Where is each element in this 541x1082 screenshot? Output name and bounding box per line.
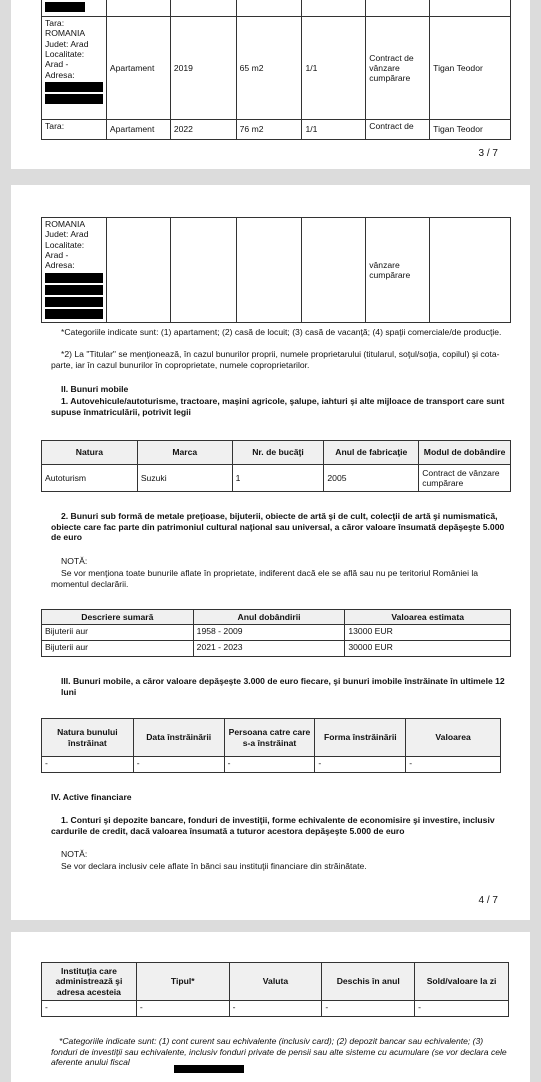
vehicles-table: [41, 440, 511, 492]
table-cell: Suzuki: [137, 465, 232, 492]
category-cell: Apartament: [106, 17, 170, 120]
area-cell: 76 m2: [236, 120, 302, 140]
table-cell: -: [322, 1001, 415, 1017]
location-cell: [42, 17, 107, 120]
table-cell: -: [224, 757, 315, 773]
nota-label: NOTĂ:: [61, 849, 88, 859]
page-4: [11, 185, 530, 920]
table-cell: Autoturism: [42, 465, 138, 492]
column-header: Anul de fabricaţie: [324, 441, 419, 465]
table-header-row: [42, 719, 501, 757]
column-header: Marca: [137, 441, 232, 465]
valuables-table: [41, 609, 511, 657]
location-cell: Tara:: [42, 120, 107, 140]
redaction: [45, 82, 103, 92]
page-3: [11, 0, 530, 169]
table-cell: Contract de vânzare cumpărare: [419, 465, 511, 492]
section-heading: 1. Conturi şi depozite bancare, fonduri de investiţii, forme echivalente de economisire şi investire, inclusiv cardurile de credit, dacă valoarea însumată a tuturor acestora depăşeşte 5.000 de euro: [51, 815, 495, 836]
share-cell: 1/1: [302, 120, 366, 140]
table-cell: Bijuterii aur: [42, 641, 194, 657]
column-header: Anul dobândirii: [193, 610, 345, 625]
column-header: Descriere sumară: [42, 610, 194, 625]
real-estate-table-continued: [41, 0, 511, 140]
table-row: [42, 17, 511, 120]
column-header: Sold/valoare la zi: [415, 963, 509, 1001]
table-cell: -: [315, 757, 406, 773]
column-header: Natura bunului înstrăinat: [42, 719, 134, 757]
table-row: [42, 1001, 509, 1017]
redaction: [174, 1065, 244, 1073]
column-header: Nr. de bucăţi: [232, 441, 324, 465]
location-line: Adresa:: [45, 69, 75, 80]
column-header: Data înstrăinării: [133, 719, 224, 757]
table-header-row: [42, 610, 511, 625]
column-header: Valoarea estimata: [345, 610, 511, 625]
alienated-assets-table: [41, 718, 501, 773]
table-cell: Bijuterii aur: [42, 625, 194, 641]
table-cell: 30000 EUR: [345, 641, 511, 657]
redaction: [45, 273, 103, 283]
category-cell: Apartament: [106, 120, 170, 140]
owner-cell: Tigan Teodor: [430, 17, 511, 120]
owner-cell: Tigan Teodor: [430, 120, 511, 140]
redaction: [45, 285, 103, 295]
area-cell: 65 m2: [236, 17, 302, 120]
table-row: [42, 0, 511, 17]
column-header: Modul de dobândire: [419, 441, 511, 465]
nota-text: Se vor declara inclusiv cele aflate în bănci sau instituţii financiare din străinătate.: [61, 861, 367, 871]
section-heading: 1. Autovehicule/autoturisme, tractoare, maşini agricole, şalupe, iahturi şi alte mijloace de transport care sunt supuse înmatriculării, potrivit legii: [51, 396, 505, 417]
bank-accounts-table: [41, 962, 509, 1017]
table-header-row: [42, 963, 509, 1001]
table-cell: 1958 - 2009: [193, 625, 345, 641]
column-header: Valuta: [229, 963, 322, 1001]
location-line: Arad -: [45, 249, 69, 260]
redaction: [45, 309, 103, 319]
column-header: Forma înstrăinării: [315, 719, 406, 757]
location-line: Judet: Arad: [45, 229, 89, 240]
nota-text: Se vor menţiona toate bunurile aflate în proprietate, indiferent dacă ele se află sau nu pe teritoriul României la momentul declarării.: [51, 568, 479, 589]
mode-cell: Contract de: [366, 120, 430, 140]
real-estate-table-continued: [41, 217, 511, 323]
page-number: 3 / 7: [478, 148, 498, 159]
column-header: Natura: [42, 441, 138, 465]
table-cell: 2021 - 2023: [193, 641, 345, 657]
location-line: Localitate:: [45, 48, 85, 59]
redaction: [45, 2, 85, 12]
table-cell: 2005: [324, 465, 419, 492]
table-row: [42, 120, 511, 140]
table-row: [42, 625, 511, 641]
redaction: [45, 297, 103, 307]
table-cell: -: [229, 1001, 322, 1017]
table-row: [42, 757, 501, 773]
location-line: Arad -: [45, 59, 69, 70]
table-row: [42, 218, 511, 323]
section-title: II. Bunuri mobile: [61, 384, 129, 394]
table-header-row: [42, 441, 511, 465]
mode-cell: Contract de vânzare cumpărare: [366, 17, 430, 120]
page-number: 4 / 7: [478, 895, 498, 906]
table-cell: -: [415, 1001, 509, 1017]
section-title: III. Bunuri mobile, a căror valoare depăşeşte 3.000 de euro fiecare, şi bunuri imobile înstrăinate în ultimele 12 luni: [61, 676, 505, 697]
column-header: Persoana catre care s-a înstrăinat: [224, 719, 315, 757]
column-header: Tipul*: [136, 963, 229, 1001]
table-cell: -: [136, 1001, 229, 1017]
location-line: Localitate:: [45, 239, 85, 250]
table-cell: -: [406, 757, 501, 773]
location-line: Tara:: [45, 18, 65, 28]
location-line: ROMANIA: [45, 28, 86, 39]
nota-label: NOTĂ:: [61, 556, 88, 566]
table-cell: -: [42, 1001, 137, 1017]
location-line: Adresa:: [45, 260, 75, 271]
table-cell: -: [42, 757, 134, 773]
location-cell: [42, 218, 107, 323]
share-cell: 1/1: [302, 17, 366, 120]
column-header: Deschis în anul: [322, 963, 415, 1001]
table-row: [42, 465, 511, 492]
section-heading: 2. Bunuri sub formă de metale preţioase, bijuterii, obiecte de artă şi de cult, colecţii de artă şi numismatică, obiecte care fac parte din patrimoniul cultural naţional sau universal, a căror valoare însumată depăşeşte 5.000 de euro: [51, 511, 505, 543]
mode-cell: vânzare cumpărare: [366, 218, 430, 323]
section-title: IV. Active financiare: [51, 792, 132, 802]
table-row: [42, 641, 511, 657]
table-cell: 13000 EUR: [345, 625, 511, 641]
location-line: Judet: Arad: [45, 38, 89, 49]
table-cell: -: [133, 757, 224, 773]
location-line: ROMANIA: [45, 219, 86, 229]
table-cell: 1: [232, 465, 324, 492]
footnote-categories: *Categoriile indicate sunt: (1) cont curent sau echivalente (inclusiv card); (2) depozit bancar sau echivalente; (3) fonduri de investiţii sau echivalente, inclusiv fonduri private de pensii sau alte sisteme cu acumulare (se vor declara cele aferente anului fiscal: [51, 1036, 507, 1068]
year-cell: 2019: [170, 17, 236, 120]
year-cell: 2022: [170, 120, 236, 140]
page-5: [11, 932, 530, 1082]
redaction: [45, 94, 103, 104]
footnote-categories: *Categoriile indicate sunt: (1) apartament; (2) casă de locuit; (3) casă de vacanţă; (4) spaţii comerciale/de producţie.: [61, 327, 502, 337]
column-header: Valoarea: [406, 719, 501, 757]
footnote-titular: *2) La "Titular" se menţionează, în cazul bunurilor proprii, numele proprietarului (titularul, soţul/soţia, copilul) şi cota-parte, iar în cazul bunurilor în coproprietate, numele coproprietarilor.: [51, 349, 500, 370]
column-header: Instituţia care administrează şi adresa acesteia: [42, 963, 137, 1001]
